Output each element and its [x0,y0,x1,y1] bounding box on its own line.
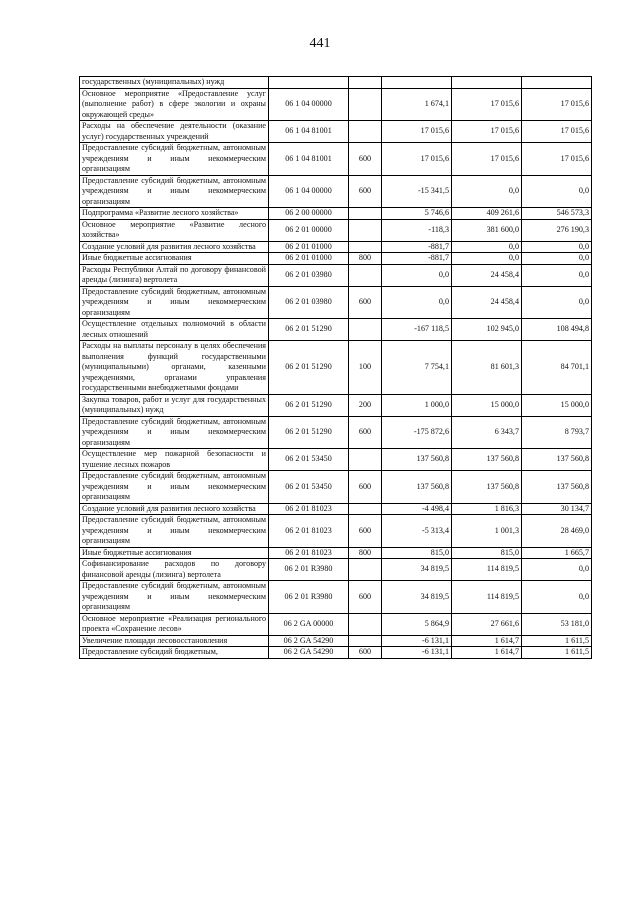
row-value-3: 1 611,5 [522,647,592,659]
table-row [80,581,592,614]
row-name: Увеличение площади лесовосстановления [80,635,269,647]
row-value-2: 114 819,5 [452,559,522,581]
row-value-2: 15 000,0 [452,394,522,416]
row-name: Создание условий для развития лесного хозяйства [80,241,269,253]
row-expense-type: 200 [349,394,382,416]
row-value-1: -5 313,4 [382,515,452,548]
row-expense-type: 600 [349,515,382,548]
row-value-3: 0,0 [522,241,592,253]
table-row [80,449,592,471]
row-name: Предоставление субсидий бюджетным, [80,647,269,659]
row-value-2: 137 560,8 [452,471,522,504]
row-expense-type: 800 [349,253,382,265]
row-name: Иные бюджетные ассигнования [80,547,269,559]
page-number: 441 [309,36,331,51]
row-value-1 [382,77,452,89]
row-code: 06 2 01 81023 [269,503,349,515]
row-value-1: 137 560,8 [382,449,452,471]
row-name: Основное мероприятие «Предоставление услуг (выполнение работ) в сфере экологии и охраны окружающей среды» [80,88,269,121]
row-value-1: 5 864,9 [382,613,452,635]
row-code: 06 2 01 R3980 [269,581,349,614]
row-value-3: 1 611,5 [522,635,592,647]
row-value-1: 1 674,1 [382,88,452,121]
row-code: 06 2 01 51290 [269,341,349,395]
row-expense-type [349,559,382,581]
row-value-1: -15 341,5 [382,175,452,208]
row-name: Закупка товаров, работ и услуг для государственных (муниципальных) нужд [80,394,269,416]
row-expense-type [349,635,382,647]
row-value-2: 1 816,3 [452,503,522,515]
row-code: 06 2 GA 54290 [269,647,349,659]
row-value-2: 381 600,0 [452,219,522,241]
row-value-3: 17 015,6 [522,88,592,121]
row-expense-type: 800 [349,547,382,559]
row-code: 06 2 01 81023 [269,515,349,548]
row-expense-type [349,241,382,253]
row-code: 06 2 01 51290 [269,394,349,416]
row-value-3: 17 015,6 [522,143,592,176]
row-code: 06 2 01 01000 [269,253,349,265]
row-value-2 [452,77,522,89]
row-value-1: 34 819,5 [382,559,452,581]
row-code: 06 2 GA 54290 [269,635,349,647]
table-row [80,647,592,659]
row-code: 06 2 01 03980 [269,286,349,319]
row-value-1: 1 000,0 [382,394,452,416]
row-name: государственных (муниципальных) нужд [80,77,269,89]
row-expense-type [349,219,382,241]
row-value-1: -6 131,1 [382,635,452,647]
row-code: 06 1 04 00000 [269,175,349,208]
row-expense-type: 100 [349,341,382,395]
row-value-1: -881,7 [382,253,452,265]
row-value-2: 409 261,6 [452,208,522,220]
row-value-3: 546 573,3 [522,208,592,220]
row-value-2: 114 819,5 [452,581,522,614]
row-value-1: 0,0 [382,264,452,286]
table-row [80,88,592,121]
row-name: Основное мероприятие «Реализация регионального проекта «Сохранение лесов» [80,613,269,635]
row-value-1: 137 560,8 [382,471,452,504]
row-expense-type [349,503,382,515]
table-row [80,559,592,581]
table-row [80,515,592,548]
row-expense-type [349,449,382,471]
row-code: 06 2 01 53450 [269,471,349,504]
row-expense-type [349,121,382,143]
row-value-3: 276 190,3 [522,219,592,241]
row-expense-type [349,264,382,286]
row-value-1: -4 498,4 [382,503,452,515]
row-code: 06 2 01 53450 [269,449,349,471]
row-value-2: 24 458,4 [452,286,522,319]
row-value-2: 17 015,6 [452,143,522,176]
row-value-2: 137 560,8 [452,449,522,471]
row-name: Иные бюджетные ассигнования [80,253,269,265]
row-value-1: -6 131,1 [382,647,452,659]
table-row [80,219,592,241]
row-value-1: 17 015,6 [382,121,452,143]
row-value-2: 24 458,4 [452,264,522,286]
row-code: 06 2 00 00000 [269,208,349,220]
row-value-3: 0,0 [522,559,592,581]
row-value-3: 137 560,8 [522,449,592,471]
row-value-2: 81 601,3 [452,341,522,395]
row-value-1: 5 746,6 [382,208,452,220]
table-row [80,121,592,143]
row-name: Расходы на обеспечение деятельности (оказание услуг) государственных учреждений [80,121,269,143]
table-row [80,77,592,89]
row-expense-type: 600 [349,175,382,208]
table-row [80,286,592,319]
table-row [80,319,592,341]
row-value-1: 34 819,5 [382,581,452,614]
row-name: Создание условий для развития лесного хозяйства [80,503,269,515]
row-value-1: -175 872,6 [382,416,452,449]
row-value-2: 1 001,3 [452,515,522,548]
row-value-3: 8 793,7 [522,416,592,449]
table-row [80,208,592,220]
row-expense-type: 600 [349,416,382,449]
row-value-3: 0,0 [522,264,592,286]
table-row [80,253,592,265]
row-name: Осуществление отдельных полномочий в области лесных отношений [80,319,269,341]
row-value-2: 17 015,6 [452,88,522,121]
row-name: Предоставление субсидий бюджетным, автономным учреждениям и иным некоммерческим организациям [80,515,269,548]
row-value-1: 7 754,1 [382,341,452,395]
table-row [80,341,592,395]
row-name: Предоставление субсидий бюджетным, автономным учреждениям и иным некоммерческим организациям [80,143,269,176]
row-code: 06 1 04 00000 [269,88,349,121]
row-value-1: -167 118,5 [382,319,452,341]
row-value-2: 6 343,7 [452,416,522,449]
row-code [269,77,349,89]
row-value-2: 102 945,0 [452,319,522,341]
row-value-3: 28 469,0 [522,515,592,548]
row-value-2: 0,0 [452,175,522,208]
row-value-1: 0,0 [382,286,452,319]
row-value-1: 17 015,6 [382,143,452,176]
row-value-2: 1 614,7 [452,635,522,647]
row-value-3: 17 015,6 [522,121,592,143]
row-value-2: 17 015,6 [452,121,522,143]
row-code: 06 2 01 00000 [269,219,349,241]
row-name: Предоставление субсидий бюджетным, автономным учреждениям и иным некоммерческим организациям [80,581,269,614]
row-code: 06 2 01 03980 [269,264,349,286]
row-name: Софинансирование расходов по договору финансовой аренды (лизинга) вертолета [80,559,269,581]
row-expense-type: 600 [349,471,382,504]
row-value-3: 0,0 [522,286,592,319]
table-row [80,635,592,647]
row-name: Подпрограмма «Развитие лесного хозяйства» [80,208,269,220]
row-value-1: -118,3 [382,219,452,241]
row-value-1: 815,0 [382,547,452,559]
row-name: Основное мероприятие «Развитие лесного хозяйства» [80,219,269,241]
table-row [80,471,592,504]
row-name: Предоставление субсидий бюджетным, автономным учреждениям и иным некоммерческим организациям [80,175,269,208]
row-expense-type [349,77,382,89]
row-name: Осуществление мер пожарной безопасности и тушение лесных пожаров [80,449,269,471]
table-row [80,241,592,253]
row-value-3: 53 181,0 [522,613,592,635]
table-row [80,547,592,559]
row-value-2: 1 614,7 [452,647,522,659]
table-row [80,416,592,449]
row-value-3: 0,0 [522,253,592,265]
table-row [80,264,592,286]
row-code: 06 2 01 51290 [269,319,349,341]
row-expense-type [349,88,382,121]
row-value-3: 0,0 [522,175,592,208]
row-expense-type [349,319,382,341]
row-value-2: 0,0 [452,241,522,253]
table-row [80,143,592,176]
row-value-2: 0,0 [452,253,522,265]
row-expense-type: 600 [349,647,382,659]
row-value-1: -881,7 [382,241,452,253]
row-value-3: 108 494,8 [522,319,592,341]
row-value-2: 27 661,6 [452,613,522,635]
row-code: 06 1 04 81001 [269,143,349,176]
row-name: Расходы на выплаты персоналу в целях обеспечения выполнения функций государственными (муниципальными) органами, казенными учреждениями, органами управления государственными внебюджетными фондами [80,341,269,395]
table-row [80,175,592,208]
row-code: 06 2 01 01000 [269,241,349,253]
row-value-3: 0,0 [522,581,592,614]
row-name: Предоставление субсидий бюджетным, автономным учреждениям и иным некоммерческим организациям [80,471,269,504]
table-row [80,613,592,635]
row-name: Предоставление субсидий бюджетным, автономным учреждениям и иным некоммерческим организациям [80,416,269,449]
row-value-2: 815,0 [452,547,522,559]
row-value-3: 1 665,7 [522,547,592,559]
row-code: 06 1 04 81001 [269,121,349,143]
row-code: 06 2 GA 00000 [269,613,349,635]
budget-table [79,76,592,659]
table-row [80,394,592,416]
row-value-3: 84 701,1 [522,341,592,395]
row-value-3: 137 560,8 [522,471,592,504]
row-value-3: 30 134,7 [522,503,592,515]
row-value-3: 15 000,0 [522,394,592,416]
row-name: Предоставление субсидий бюджетным, автономным учреждениям и иным некоммерческим организациям [80,286,269,319]
row-code: 06 2 01 R3980 [269,559,349,581]
row-expense-type: 600 [349,143,382,176]
row-expense-type: 600 [349,581,382,614]
row-name: Расходы Республики Алтай по договору финансовой аренды (лизинга) вертолета [80,264,269,286]
row-code: 06 2 01 81023 [269,547,349,559]
row-expense-type [349,208,382,220]
row-expense-type: 600 [349,286,382,319]
row-code: 06 2 01 51290 [269,416,349,449]
table-row [80,503,592,515]
row-expense-type [349,613,382,635]
row-value-3 [522,77,592,89]
